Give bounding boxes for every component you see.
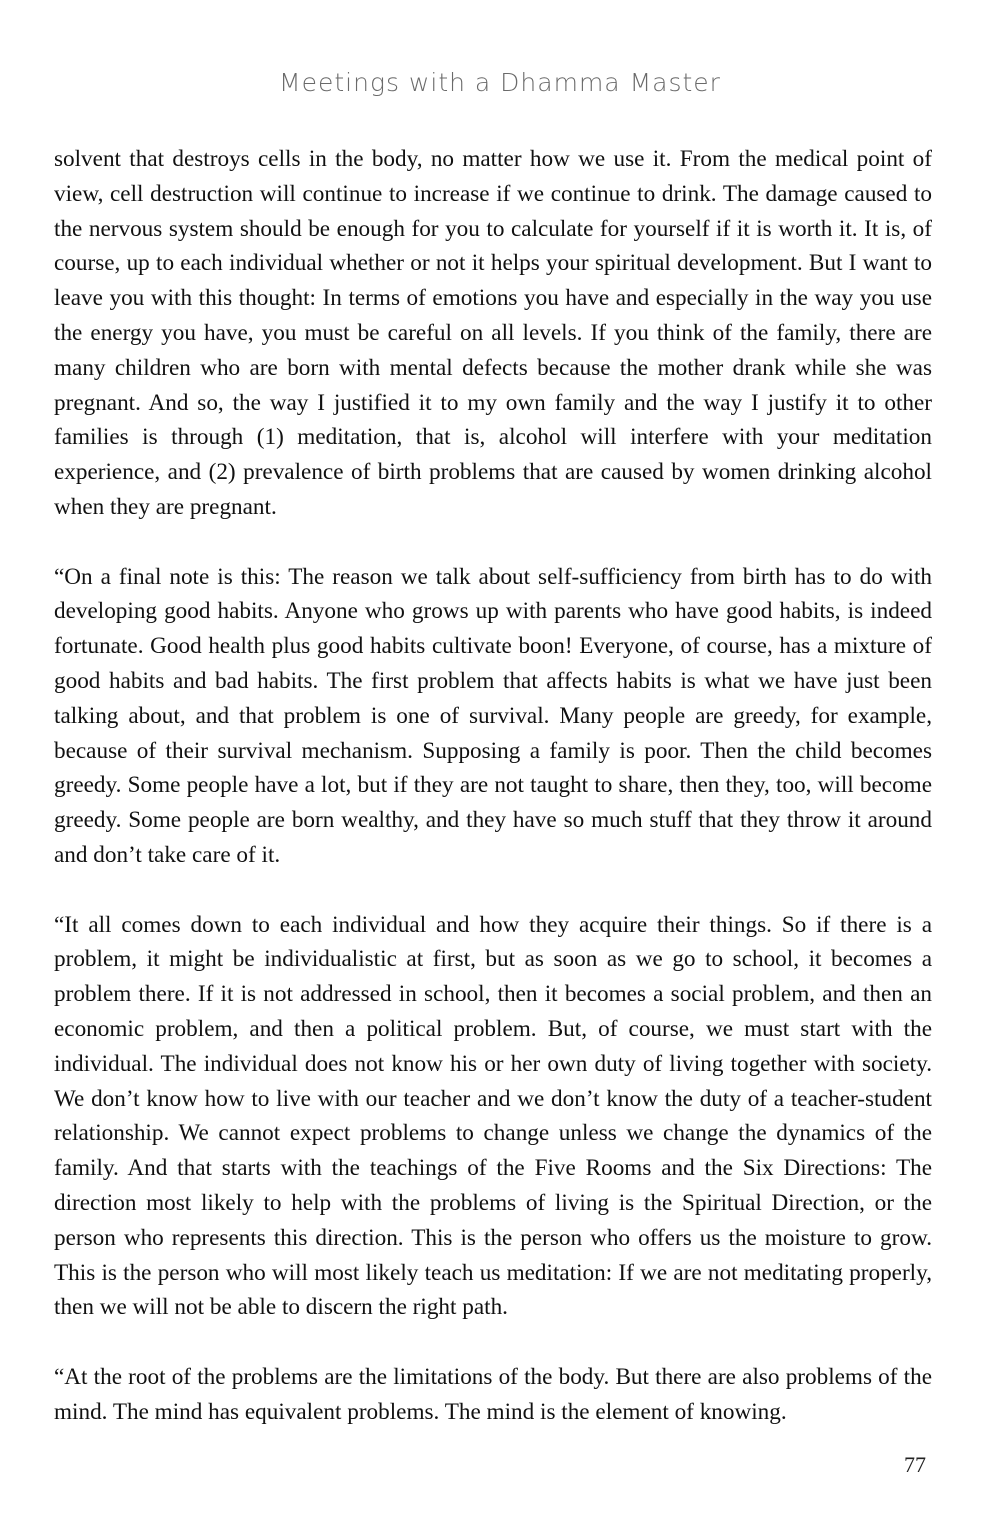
paragraph: “At the root of the problems are the limitations of the body. But there are also problems of the mind. The mind has equivalent problems. The mind is the element of knowing. [54, 1363, 932, 1425]
paragraph: solvent that destroys cells in the body, no matter how we use it. From the medical point of view, cell destruction will continue to increase if we continue to drink. The damage caused to the nervous system should be enough for you to calculate for yourself if it is worth it. It is, of course, up to each individual whether or not it helps your spiritual development. But I want to leave you with this thought: In terms of emotions you have and especially in the way you use the energy you have, you must be careful on all levels. If you think of the family, there are many children who are born with mental defects because the mother drank while she was pregnant. And so, the way I justified it to my own family and the way I justify it to other families is through (1) meditation, that is, alcohol will interfere with your meditation experience, and (2) prevalence of birth problems that are caused by women drinking alcohol when they are pregnant. [54, 146, 932, 520]
body-text [54, 142, 932, 1429]
page-number: 77 [904, 1452, 926, 1477]
paragraph: “It all comes down to each individual and how they acquire their things. So if there is a problem, it might be individualistic at first, but as soon as we go to school, it becomes a problem there. If it is not addressed in school, then it becomes a social problem, and then an economic problem, and then a political problem. But, of course, we must start with the individual. The individual does not know his or her own duty of living together with society. We don’t know how to live with our teacher and we don’t know the duty of a teacher-student relationship. We cannot expect problems to change unless we change the dynamics of the family. And that starts with the teachings of the Five Rooms and the Six Directions: The direction most likely to help with the problems of living is the Spiritual Direction, or the person who represents this direction. This is the person who offers us the moisture to grow. This is the person who will most likely teach us meditation: If we are not meditating properly, then we will not be able to discern the right path. [54, 911, 932, 1321]
running-header: Meetings with a Dhamma Master [279, 68, 721, 97]
paragraph: “On a final note is this: The reason we talk about self-sufficiency from birth has to do with developing good habits. Anyone who grows up with parents who have good habits, is indeed fortunate. Good health plus good habits cultivate boon! Everyone, of course, has a mixture of good habits and bad habits. The first problem that affects habits is what we have just been talking about, and that problem is one of survival. Many people are greedy, for example, because of their survival mechanism. Supposing a family is poor. Then the child becomes greedy. Some people have a lot, but if they are not taught to share, then they, too, will become greedy. Some people are born wealthy, and they have so much stuff that they throw it around and don’t take care of it. [54, 563, 932, 868]
